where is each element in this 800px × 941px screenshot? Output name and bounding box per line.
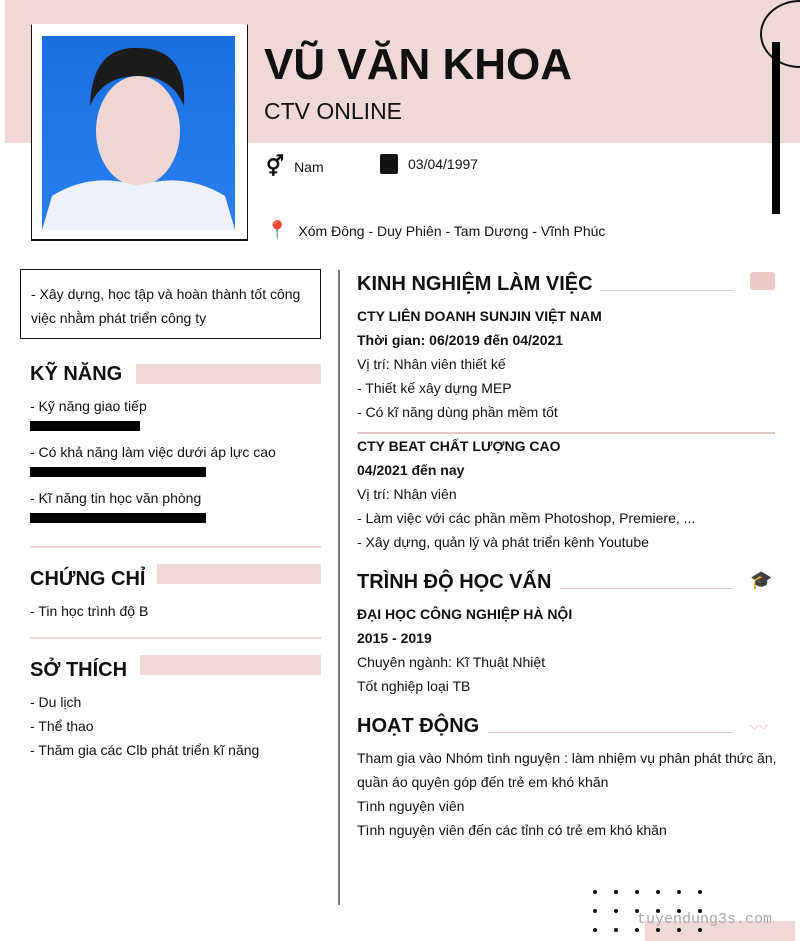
skill-level-bar	[30, 467, 206, 477]
title-bar	[140, 655, 321, 675]
skill-item: - Có khả năng làm việc dưới áp lực cao	[30, 444, 276, 460]
skill-level-bar	[30, 513, 206, 523]
decor-bar	[772, 42, 780, 214]
column-divider	[338, 270, 340, 905]
dot	[635, 890, 639, 894]
location-pin-icon: 📍	[266, 220, 289, 240]
dob-info: 03/04/1997	[380, 154, 478, 174]
title-line	[560, 588, 733, 589]
education-details: ĐẠI HỌC CÔNG NGHIỆP HÀ NỘI 2015 - 2019 Chuyên ngành: Kĩ Thuật Nhiệt Tốt nghiệp loại TB	[357, 606, 573, 694]
job-2: CTY BEAT CHẤT LƯỢNG CAO 04/2021 đến nay Vị trí: Nhân viên - Làm việc với các phần mềm Photoshop, Premiere, ... - Xây dựng, quản lý và phát triển kênh Youtube	[357, 438, 696, 550]
candidate-role: CTV ONLINE	[264, 98, 403, 124]
title-line	[488, 732, 733, 733]
gender-info: ⚥ Nam	[266, 156, 324, 178]
dot	[593, 909, 597, 913]
divider	[30, 637, 321, 639]
skill-level-bar	[30, 421, 140, 431]
profile-photo	[42, 36, 235, 230]
dot	[614, 928, 618, 932]
dot	[593, 890, 597, 894]
cert-item: - Tin học trình độ B	[30, 603, 149, 619]
pulse-icon: 〰	[750, 718, 768, 738]
dot	[614, 890, 618, 894]
hobby-item: - Du lịch	[30, 694, 82, 710]
dot	[635, 928, 639, 932]
hobby-item: - Thể thao	[30, 718, 94, 734]
dot	[698, 928, 702, 932]
dot	[677, 890, 681, 894]
calendar-icon	[380, 154, 398, 174]
gender-icon: ⚥	[266, 156, 285, 178]
experience-title: KINH NGHIỆM LÀM VIỆC	[357, 273, 593, 295]
divider	[30, 546, 321, 548]
dot	[677, 928, 681, 932]
title-bar	[157, 564, 321, 584]
graduation-cap-icon: 🎓	[750, 570, 773, 590]
dot	[656, 928, 660, 932]
dot	[593, 928, 597, 932]
career-objective: - Xây dựng, học tập và hoàn thành tốt công việc nhằm phát triển công ty	[20, 269, 321, 339]
address-info: 📍 Xóm Đông - Duy Phiên - Tam Dương - Vĩnh Phúc	[266, 220, 606, 240]
candidate-name: VŨ VĂN KHOA	[264, 40, 573, 89]
watermark: tuyendung3s.com	[637, 911, 773, 928]
skill-item: - Kỹ năng giao tiếp	[30, 398, 147, 414]
hobbies-title: SỞ THÍCH	[30, 659, 128, 681]
activities-details: Tham gia vào Nhóm tình nguyện : làm nhiệm vụ phân phát thức ăn, quần áo quyên góp đến trẻ em khó khăn Tình nguyện viên Tình nguyện viên đến các tỉnh có trẻ em khó khăn	[357, 750, 777, 838]
dot	[656, 890, 660, 894]
dot	[698, 890, 702, 894]
dot	[614, 909, 618, 913]
skill-item: - Kĩ năng tin học văn phòng	[30, 490, 202, 506]
certs-title: CHỨNG CHỈ	[30, 568, 146, 590]
skills-title: KỸ NĂNG	[30, 363, 123, 385]
briefcase-icon	[750, 272, 775, 295]
title-line	[600, 290, 733, 291]
activities-title: HOẠT ĐỘNG	[357, 715, 480, 737]
hobby-item: - Thăm gia các Clb phát triển kĩ năng	[30, 742, 260, 758]
job-1: CTY LIÊN DOANH SUNJIN VIỆT NAM Thời gian: 06/2019 đến 04/2021 Vị trí: Nhân viên thiết kế - Thiết kế xây dựng MEP - Có kĩ năng dùng phần mềm tốt	[357, 308, 602, 420]
education-title: TRÌNH ĐỘ HỌC VẤN	[357, 571, 552, 593]
title-bar	[136, 364, 321, 384]
